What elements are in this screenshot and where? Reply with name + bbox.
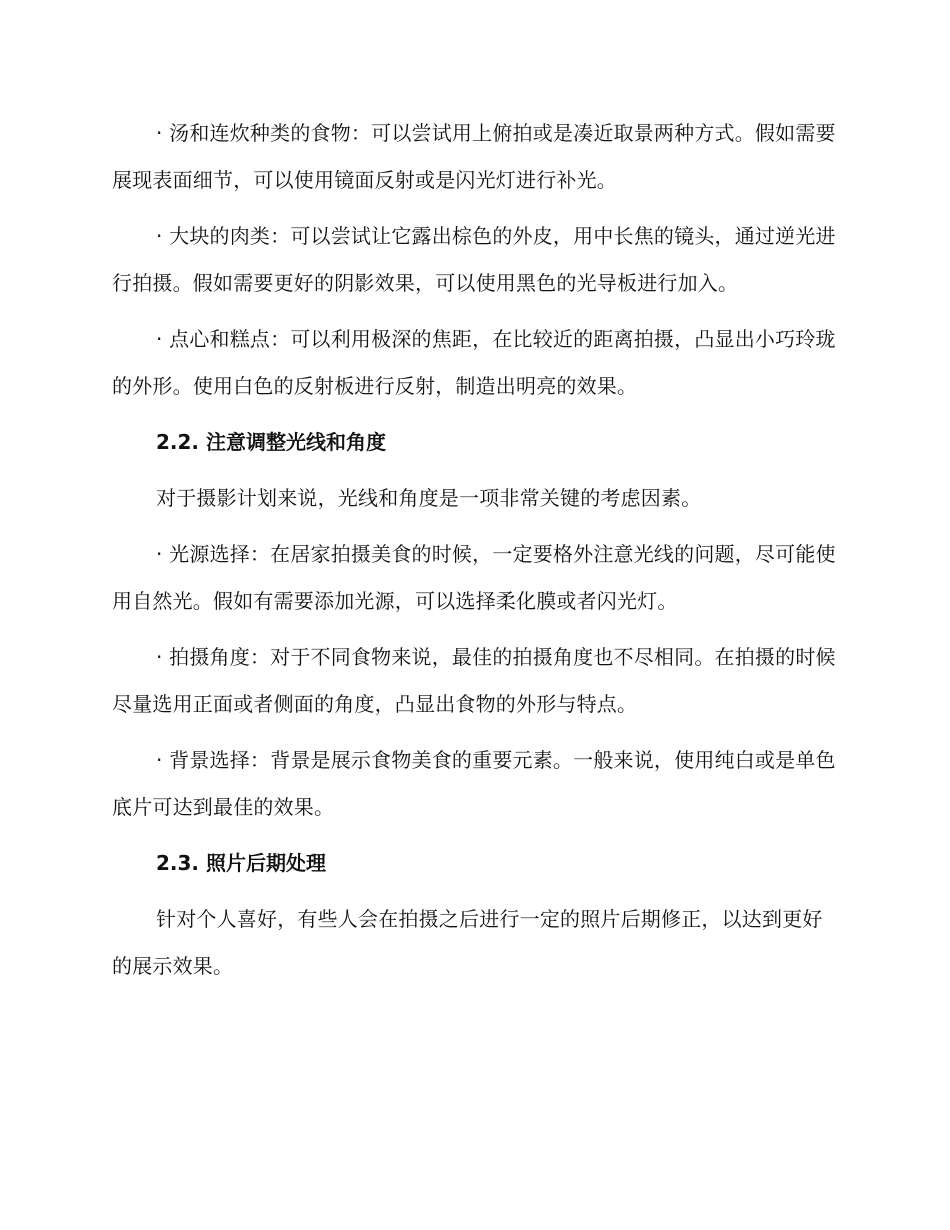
bullet-light-source: · 光源选择：在居家拍摄美食的时候，一定要格外注意光线的问题，尽可能使用自然光。假如有需要添加光源，可以选择柔化膜或者闪光灯。 <box>112 542 836 613</box>
paragraph-post-processing: 针对个人喜好，有些人会在拍摄之后进行一定的照片后期修正，以达到更好的展示效果。 <box>112 907 823 978</box>
section-heading-2-3: 2.3. 照片后期处理 <box>156 851 326 875</box>
section-heading-2-2: 2.2. 注意调整光线和角度 <box>156 430 386 454</box>
bullet-shooting-angle: · 拍摄角度：对于不同食物来说，最佳的拍摄角度也不尽相同。在拍摄的时候尽量选用正面或者侧面的角度，凸显出食物的外形与特点。 <box>112 645 836 716</box>
bullet-pastry: · 点心和糕点：可以利用极深的焦距，在比较近的距离拍摄，凸显出小巧玲珑的外形。使用白色的反射板进行反射，制造出明亮的效果。 <box>112 327 836 398</box>
bullet-large-meat: · 大块的肉类：可以尝试让它露出棕色的外皮，用中长焦的镜头，通过逆光进行拍摄。假如需要更好的阴影效果，可以使用黑色的光导板进行加入。 <box>112 224 836 295</box>
paragraph-light-angle-intro: 对于摄影计划来说，光线和角度是一项非常关键的考虑因素。 <box>156 486 702 510</box>
bullet-background: · 背景选择：背景是展示食物美食的重要元素。一般来说，使用纯白或是单色底片可达到最佳的效果。 <box>112 748 836 819</box>
bullet-soup-food: · 汤和连炊种类的食物：可以尝试用上俯拍或是凑近取景两种方式。假如需要展现表面细节，可以使用镜面反射或是闪光灯进行补光。 <box>112 121 836 192</box>
